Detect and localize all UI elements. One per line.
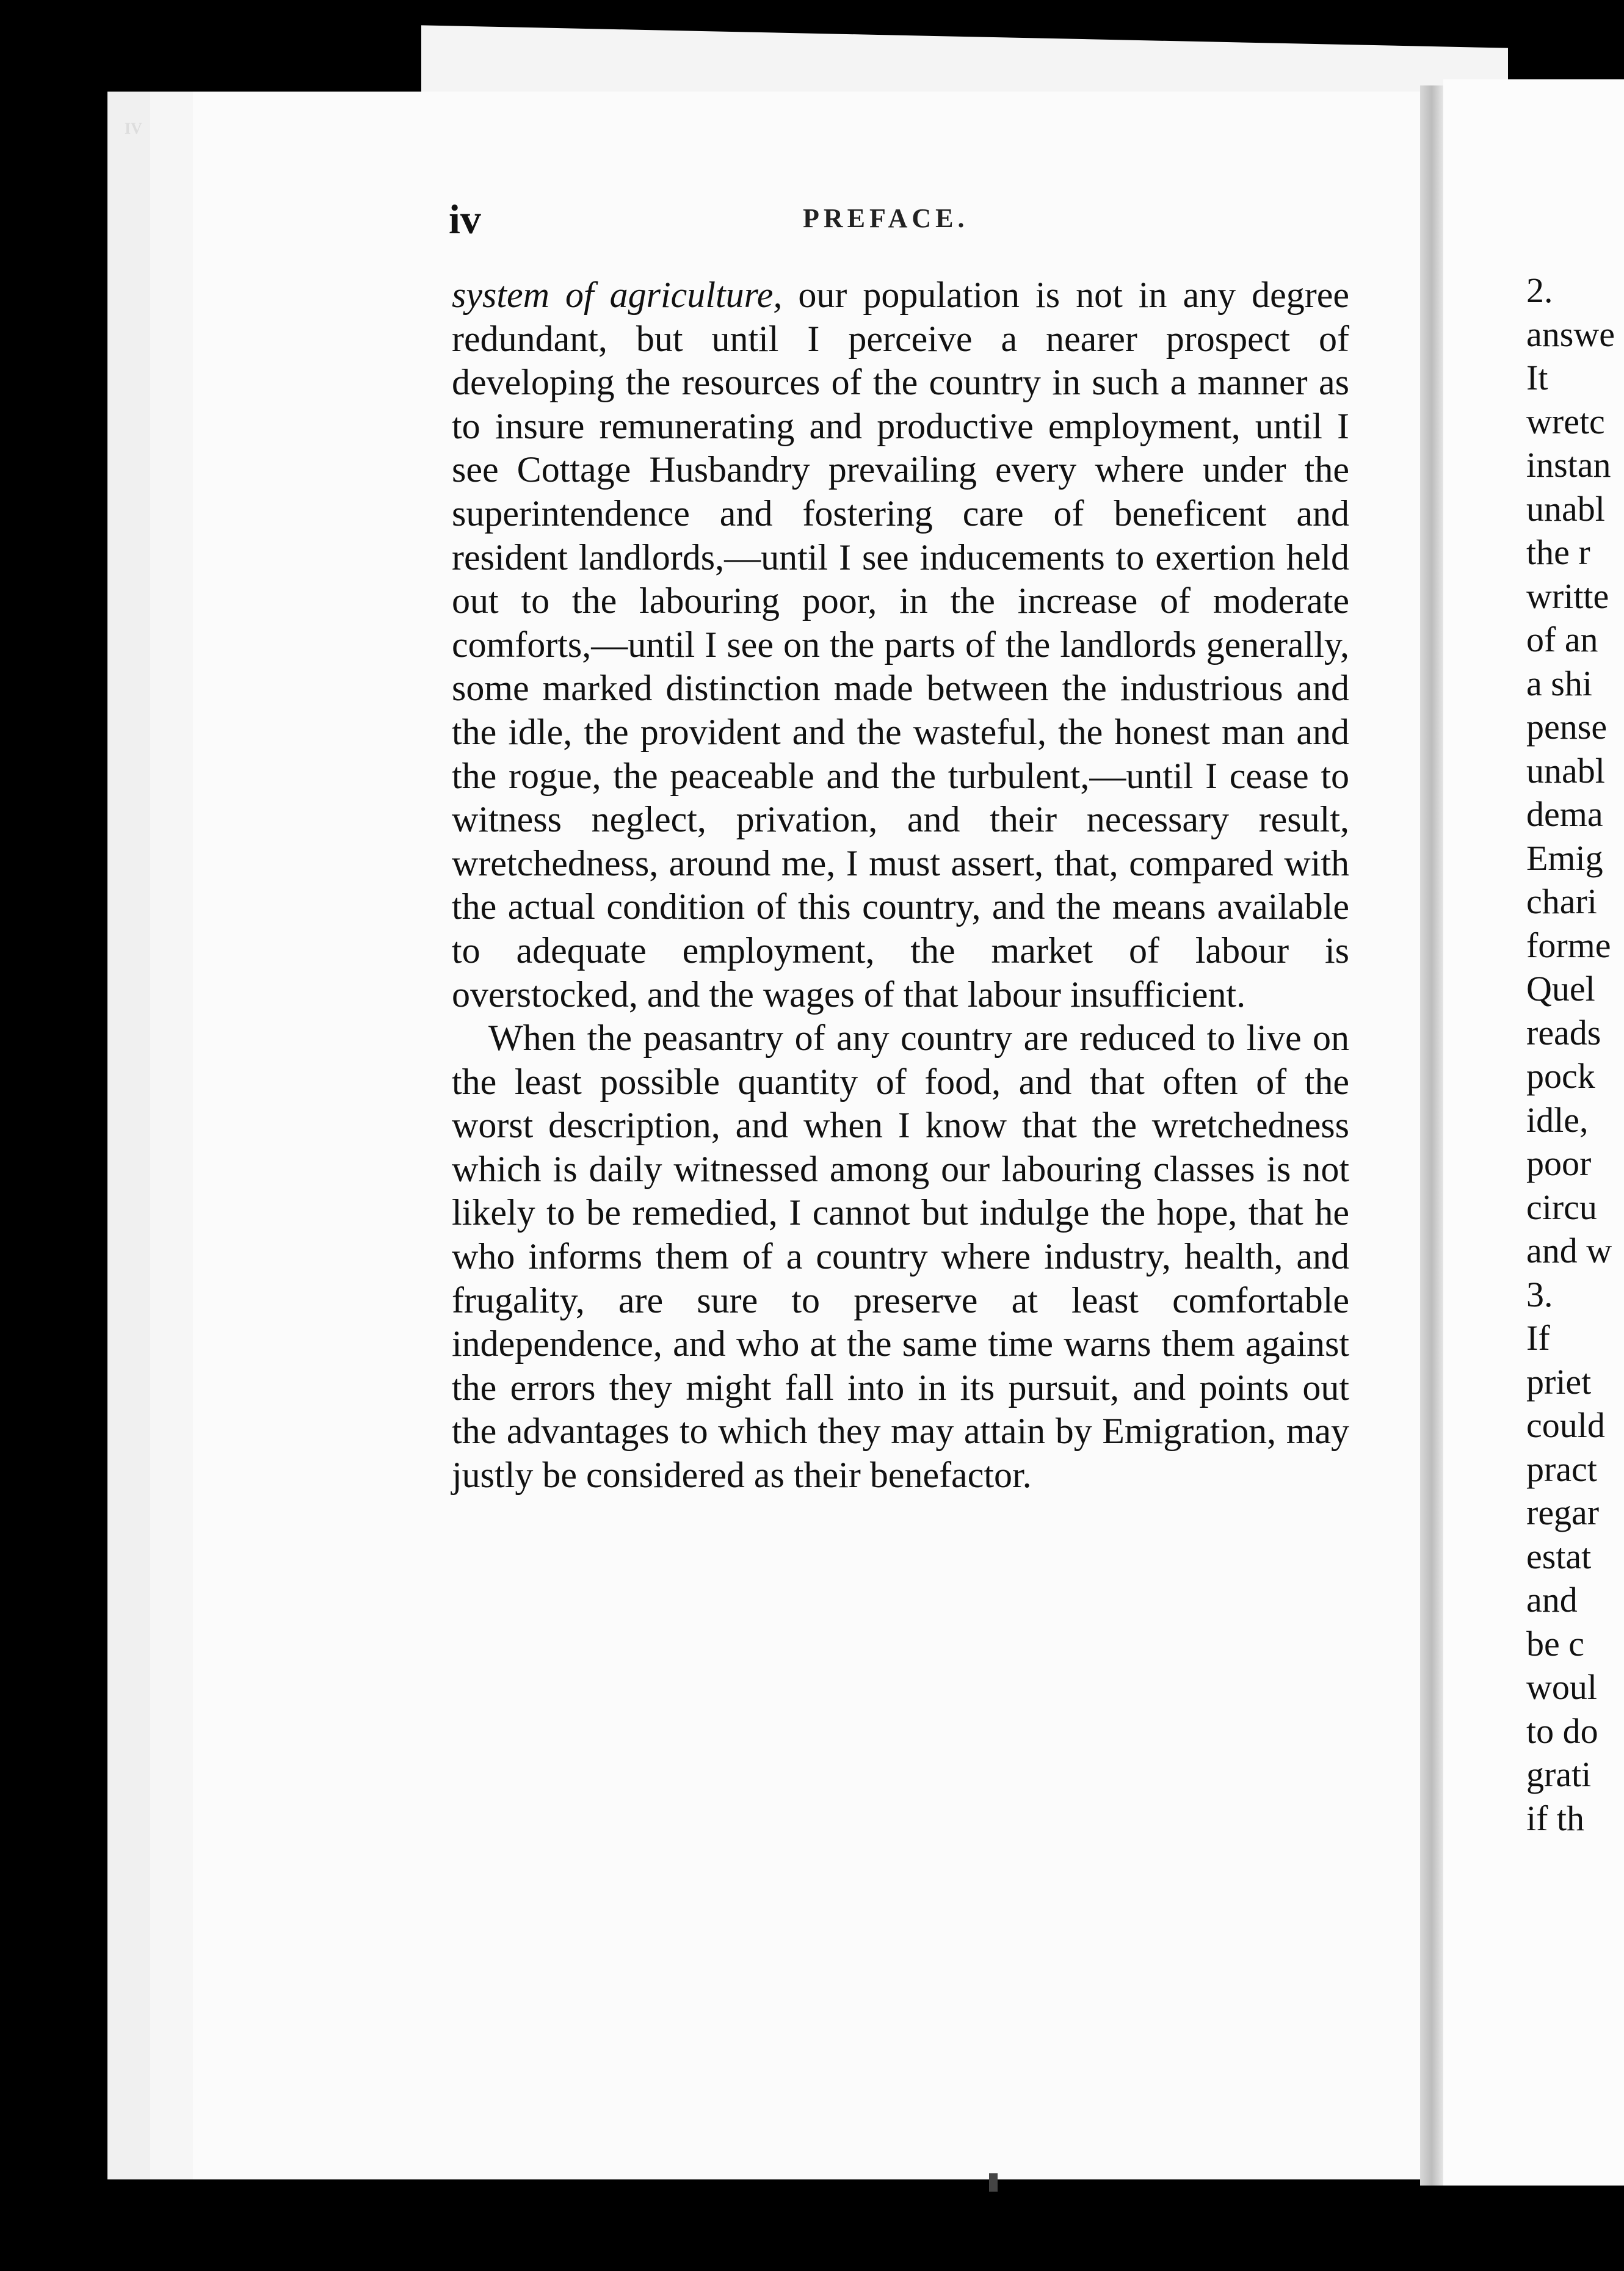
spine-label: IV [125,120,142,137]
facing-page-line: grati [1526,1755,1592,1794]
facing-page-line: Emig [1526,838,1603,878]
facing-page-line: 3. [1526,1274,1553,1314]
facing-page-line: regar [1526,1493,1600,1532]
facing-page-line: circu [1526,1187,1597,1227]
facing-page-line: unabl [1526,488,1605,529]
facing-page-line: unabl [1526,750,1605,791]
facing-page-line: reads [1526,1012,1601,1052]
facing-page-line: forme [1526,925,1611,965]
facing-page-line: estat [1526,1536,1592,1576]
facing-page-line: chari [1526,882,1597,921]
facing-page-line: the r [1526,532,1590,572]
facing-page-text [1526,269,1624,1840]
binding-mark [989,2173,998,2192]
facing-page-line: idle, [1526,1099,1589,1140]
facing-page-line: It [1526,358,1548,397]
facing-page-line: woul [1526,1667,1597,1707]
facing-page-line: answe [1526,314,1615,354]
facing-page-line: be c [1526,1623,1584,1664]
page-number: iv [449,196,481,242]
facing-page-line: to do [1526,1711,1598,1751]
italic-phrase: system of agriculture, [452,275,783,315]
facing-page-line: and w [1526,1231,1612,1270]
facing-page-line: wretc [1526,401,1605,441]
paragraph-1-text: our population is not in any degree redundant, but until I perceive a nearer prospect of developing the resources of the country in such a manner as to insure remunerating and productive employment, until I see Cottage Husbandry prevailing every where under the superintendence and fostering care of beneficent and resident landlords,—until I see inducements to exertion held out to the labouring poor, in the increase of moderate comforts,—until I see on the parts of the landlords generally, some marked distinction made between the industrious and the idle, the provident and the wasteful, the honest man and the rogue, the peaceable and the turbulent,—until I cease to witness neglect, privation, and their necessary result, wretchedness, around me, I must assert, that, compared with the actual condition of this country, and the means available to adequate employment, the market of labour is overstocked, and the wages of that labour insufficient. [452,275,1349,1015]
facing-page-line: 2. [1526,270,1553,310]
facing-page-line: could [1526,1405,1605,1445]
facing-page-line: and [1526,1580,1578,1620]
facing-page-line: poor [1526,1143,1592,1183]
facing-page-line: pract [1526,1449,1597,1489]
facing-page-line: if th [1526,1798,1585,1838]
body-text [452,273,1349,1498]
book-gutter [1420,85,1443,2186]
facing-page-line: of an [1526,620,1598,659]
paragraph-1 [452,273,1349,1016]
facing-page-line: instan [1526,445,1611,485]
facing-page-line: If [1526,1318,1550,1358]
running-head [449,195,1352,250]
facing-page-line: pock [1526,1056,1595,1096]
facing-page-line: writte [1526,576,1609,616]
facing-page-line: a shi [1526,663,1592,703]
page-title: PREFACE. [803,203,969,233]
facing-page-line: priet [1526,1361,1592,1402]
facing-page-line: dema [1526,794,1603,834]
facing-page-line: Quel [1526,969,1595,1009]
paragraph-2: When the peasantry of any country are reduced to live on the least possible quantity of food, and that often of the worst description, and when I know that the wretchedness which is daily witnessed among our labouring classes is not likely to be remedied, I cannot but indulge the hope, that he who informs them of a country where industry, health, and frugality, are sure to preserve at least comfortable independence, and who at the same time warns them against the errors they might fall into in its pursuit, and points out the advantages to which they may attain by Emigration, may justly be considered as their benefactor. [452,1018,1349,1496]
facing-page-line: pense [1526,707,1608,747]
